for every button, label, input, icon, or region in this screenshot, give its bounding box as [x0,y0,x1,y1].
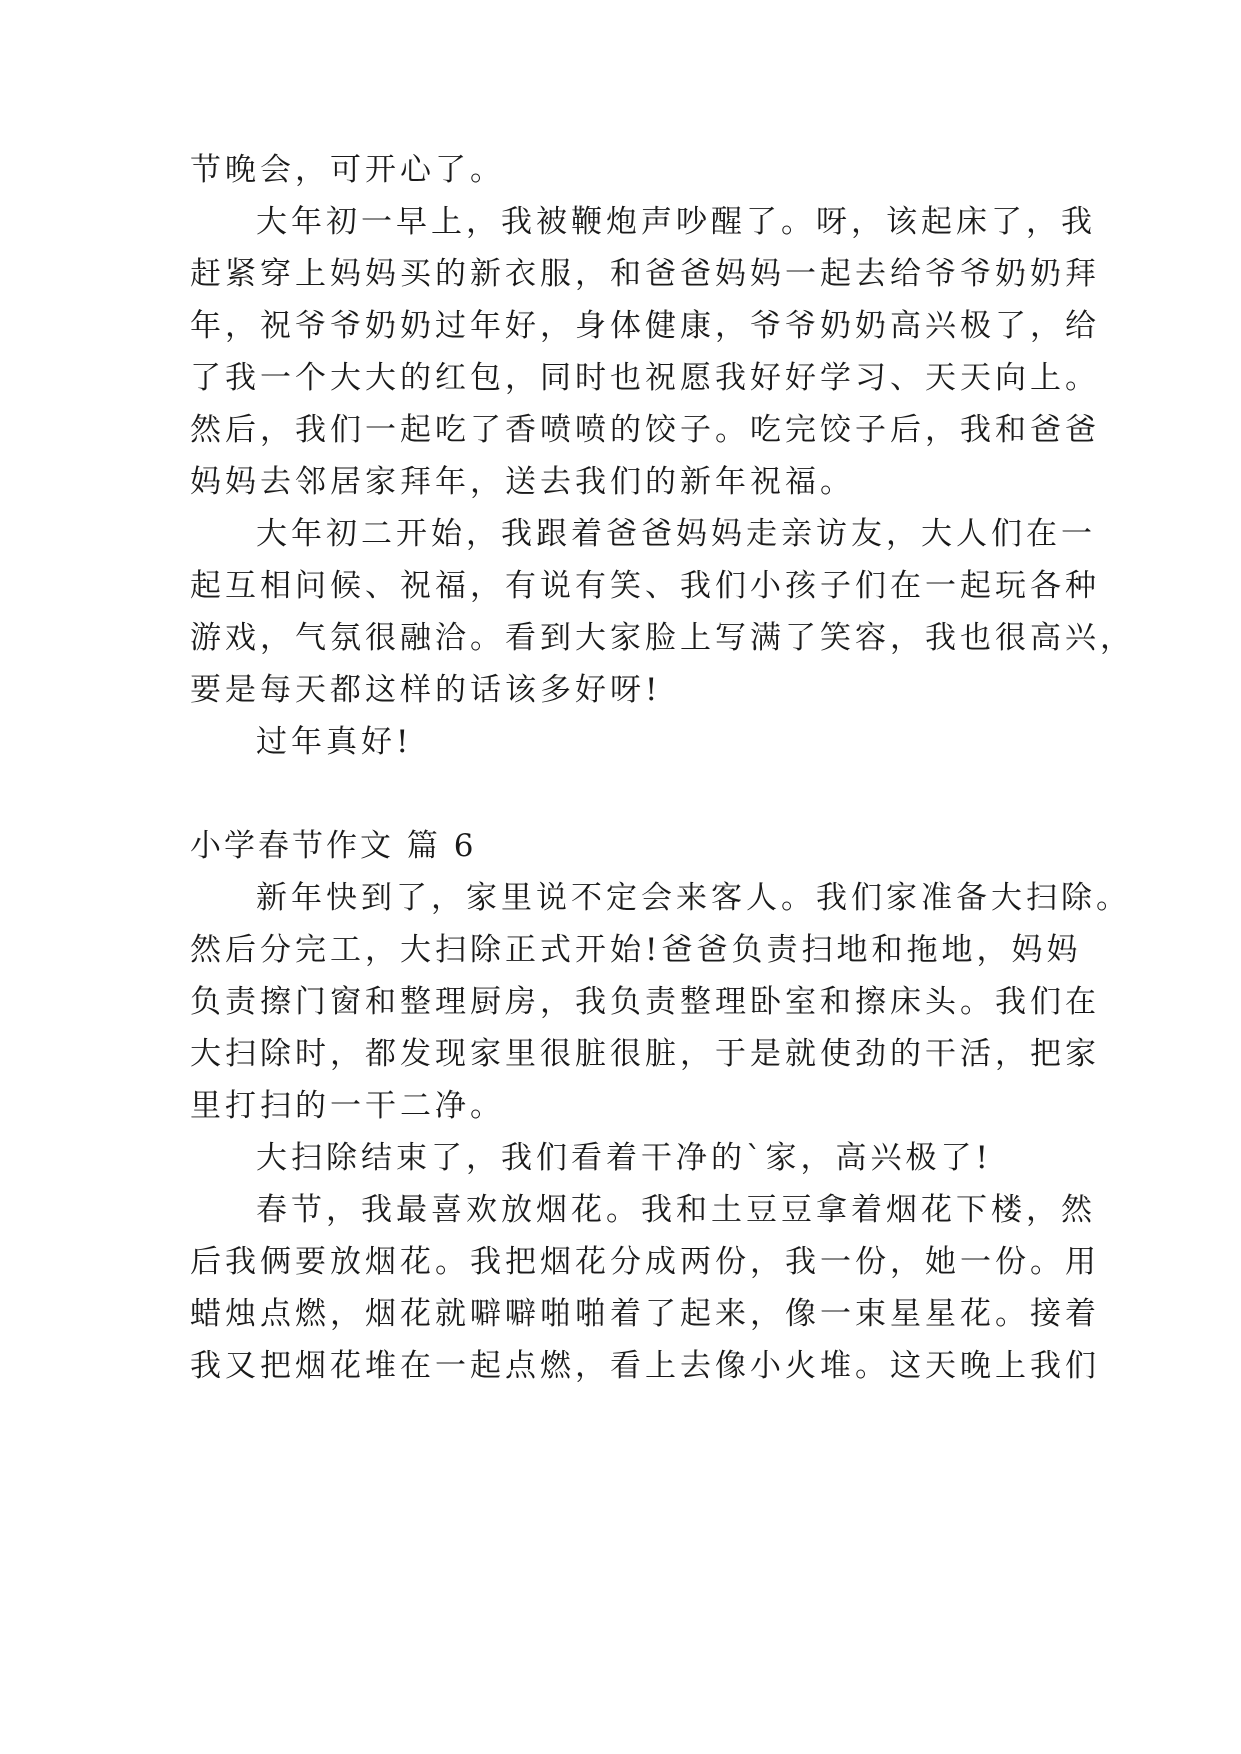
text-line: 大扫除时，都发现家里很脏很脏，于是就使劲的干活，把家 [190,1036,1100,1072]
paragraph-start: 大年初一早上，我被鞭炮声吵醒了。呀，该起床了，我 [256,204,1096,240]
text-line: 然后分完工，大扫除正式开始!爸爸负责扫地和拖地，妈妈 [190,932,1082,968]
paragraph-start: 新年快到了，家里说不定会来客人。我们家准备大扫除。 [256,880,1131,916]
text-line: 了我一个大大的红包，同时也祝愿我好好学习、天天向上。 [190,360,1100,396]
text-line: 赶紧穿上妈妈买的新衣服，和爸爸妈妈一起去给爷爷奶奶拜 [190,256,1100,292]
text-line: 蜡烛点燃，烟花就噼噼啪啪着了起来，像一束星星花。接着 [190,1296,1100,1332]
text-line: 妈妈去邻居家拜年，送去我们的新年祝福。 [190,464,855,500]
paragraph-start: 大年初二开始，我跟着爸爸妈妈走亲访友，大人们在一 [256,516,1096,552]
text-line: 要是每天都这样的话该多好呀! [190,672,662,708]
text-line: 年，祝爷爷奶奶过年好，身体健康，爷爷奶奶高兴极了，给 [190,308,1100,344]
text-line: 然后，我们一起吃了香喷喷的饺子。吃完饺子后，我和爸爸 [190,412,1100,448]
text-line: 起互相问候、祝福，有说有笑、我们小孩子们在一起玩各种 [190,568,1100,604]
text-line: 我又把烟花堆在一起点燃，看上去像小火堆。这天晚上我们 [190,1348,1100,1384]
paragraph-start: 过年真好! [256,724,413,760]
text-line: 游戏，气氛很融洽。看到大家脸上写满了笑容，我也很高兴， [190,620,1135,656]
text-line: 节晚会，可开心了。 [190,152,505,188]
text-line: 负责擦门窗和整理厨房，我负责整理卧室和擦床头。我们在 [190,984,1100,1020]
paragraph-start: 大扫除结束了，我们看着干净的`家，高兴极了! [256,1140,992,1176]
paragraph-start: 春节，我最喜欢放烟花。我和土豆豆拿着烟花下楼，然 [256,1192,1096,1228]
text-line: 后我俩要放烟花。我把烟花分成两份，我一份，她一份。用 [190,1244,1100,1280]
text-line: 里打扫的一干二净。 [190,1088,505,1124]
section-heading: 小学春节作文 篇 6 [190,828,477,864]
